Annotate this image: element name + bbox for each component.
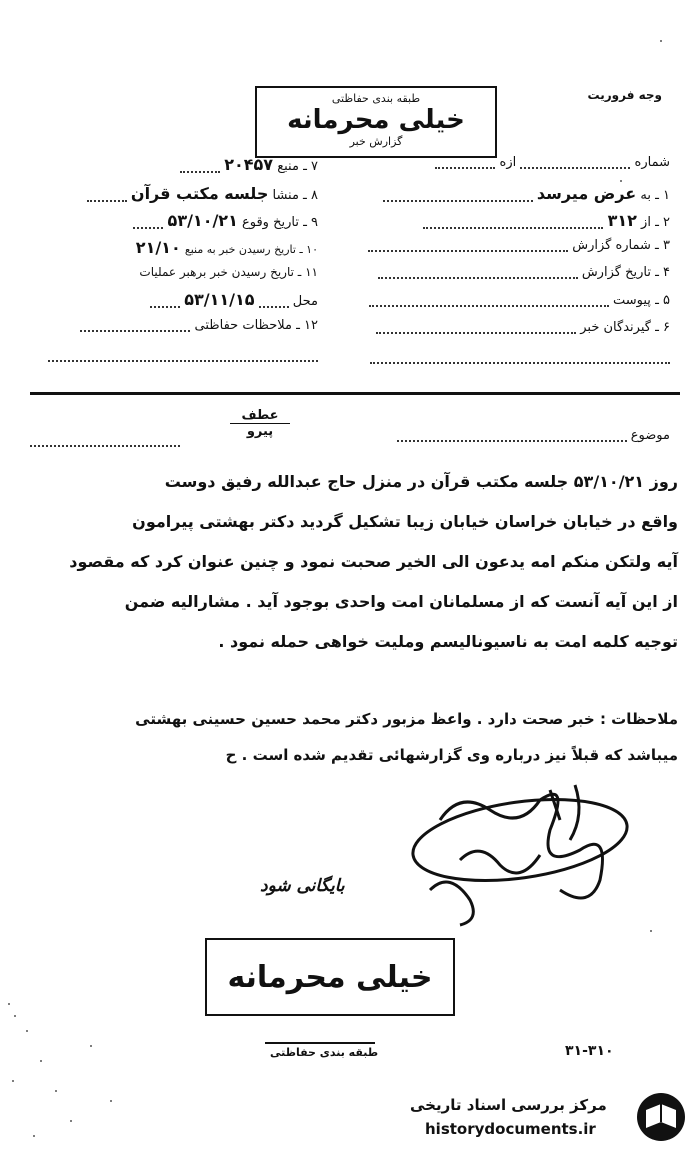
field-number: شماره ازه: [340, 155, 670, 184]
subject-field: [397, 428, 670, 443]
field-value: عرض میرسد: [536, 184, 637, 203]
stamp-top-text: طبقه بندی حفاظتی: [331, 92, 421, 105]
body-line: توجیه کلمه امت به ناسیونالیسم وملیت خواهی حمله نمود .: [218, 632, 678, 651]
field-label: ۱ ـ به: [640, 188, 670, 203]
field-recipients: [340, 320, 670, 347]
field-value: ۳۱۲: [607, 211, 637, 230]
watermark-title: مرکز بررسی اسناد تاریخی: [410, 1096, 607, 1114]
reference-bottom: پیرو: [246, 424, 274, 439]
top-classification-stamp: [255, 86, 497, 158]
bottom-classification-stamp: [205, 938, 455, 1016]
field-received-by-source: [18, 238, 318, 265]
field-label: ۴ ـ تاریخ گزارش: [581, 265, 670, 280]
field-label: ۱۲ ـ ملاحظات حفاظتی: [194, 318, 318, 333]
field-label: ۱۱ ـ تاریخ رسیدن خبر برهبر عملیات: [139, 265, 318, 279]
field-label: ۵ ـ پیوست: [613, 293, 670, 308]
field-value: ۵۳/۱۱/۱۵: [184, 290, 255, 309]
field-label: شماره: [634, 155, 670, 170]
field-occurrence-date: [18, 211, 318, 238]
stamp-bottom-text: گزارش خبر: [349, 135, 403, 148]
field-security-notes: [18, 318, 318, 345]
subject-label: موضوع: [630, 428, 670, 443]
field-label: ۷ ـ منبع: [277, 159, 318, 174]
stamp-main-text: خیلی محرمانه: [287, 105, 465, 135]
body-line: از این آیه آنست که از مسلمانان امت واحدی بوجود آید . مشارالیه ضمن: [124, 592, 678, 611]
field-label: ۶ ـ گیرندگان خبر: [580, 320, 670, 335]
left-fields: [18, 155, 318, 365]
field-to: [340, 184, 670, 211]
right-fields: [340, 155, 670, 367]
note-line: ملاحظات : خبر صحت دارد . واعظ مزبور دکتر محمد حسین حسینی بهشتی: [135, 710, 678, 728]
field-report-number: [340, 238, 670, 265]
field-received-by-leader: [18, 265, 318, 290]
signature-note: بایگانی شود: [260, 876, 345, 896]
body-line: آیه ولتکن منکم امه یدعون الی الخیر صحبت نمود و چنین عنوان کرد که مقصود: [69, 552, 678, 571]
field-label: ۱۰ ـ تاریخ رسیدن خبر به منبع: [184, 243, 318, 256]
field-label: محل: [292, 294, 318, 309]
form-code: ۳۱-۳۱۰: [565, 1043, 614, 1059]
bottom-stamp-text: خیلی محرمانه: [227, 959, 433, 995]
body-line: روز ۵۳/۱۰/۲۱ جلسه مکتب قرآن در منزل حاج عبدالله رفیق دوست: [164, 472, 678, 491]
field-value: ۲۱/۱۰: [135, 238, 181, 257]
field-label: ۳ ـ شماره گزارش: [572, 238, 670, 253]
body-line: واقع در خیابان خراسان خیابان زیبا تشکیل گردید دکتر بهشتی پیرامون: [132, 512, 678, 531]
field-value: ۵۳/۱۰/۲۱: [167, 211, 238, 230]
note-line: میباشد که قبلاً نیز درباره وی گزارشهائی تقدیم شده است . ح: [225, 746, 678, 764]
reference-field: [230, 408, 290, 439]
reference-top: عطف: [230, 408, 290, 424]
field-location: [18, 290, 318, 318]
field-origin: [18, 184, 318, 211]
field-from: [340, 211, 670, 238]
footer-classification: طبقه بندی حفاظتی: [270, 1046, 379, 1059]
report-body: [18, 472, 678, 672]
field-label: ۸ ـ منشا: [272, 188, 318, 203]
field-value: جلسه مکتب قرآن: [130, 184, 269, 203]
field-label: ۹ ـ تاریخ وقوع: [241, 215, 318, 230]
field-attachment: [340, 293, 670, 320]
field-value: ۲۰۴۵۷: [224, 155, 274, 174]
divider: [30, 392, 680, 395]
watermark-url: historydocuments.ir: [425, 1120, 596, 1138]
field-source: [18, 155, 318, 184]
field-report-date: [340, 265, 670, 293]
form-label: وجه فروریت: [587, 88, 662, 102]
field-label: ۲ ـ از: [641, 215, 670, 230]
handwritten-signature: [400, 770, 670, 930]
watermark-logo-icon: [632, 1090, 690, 1144]
